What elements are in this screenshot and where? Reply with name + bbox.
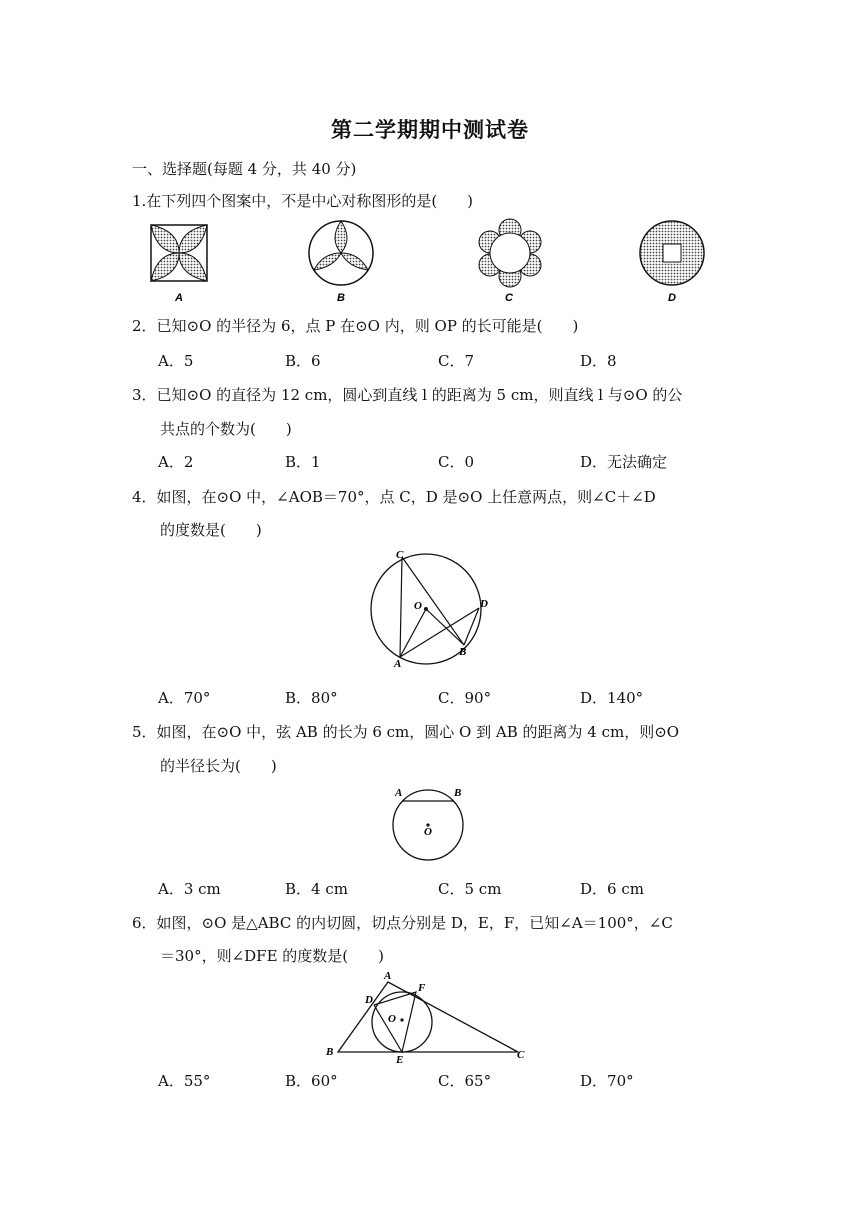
q5-option-c[interactable]: C．5 cm <box>438 880 502 898</box>
q4-option-a[interactable]: A．70° <box>158 689 211 707</box>
q4-label-o: O <box>414 600 422 612</box>
figure-c-label: C <box>505 292 513 304</box>
q2-option-d[interactable]: D．8 <box>580 352 617 370</box>
q4-label-a: A <box>394 658 402 670</box>
q6-label-c: C <box>517 1049 525 1061</box>
q3-option-c[interactable]: C．0 <box>438 453 475 471</box>
q6-label-d: D <box>365 994 373 1006</box>
q2-option-c[interactable]: C．7 <box>438 352 475 370</box>
q6-label-o: O <box>388 1013 396 1025</box>
q3-stem-line2: 共点的个数为( ) <box>160 420 292 438</box>
figure-d-label: D <box>668 292 676 304</box>
q6-label-e: E <box>396 1054 404 1065</box>
q1-stem: 1.在下列四个图案中，不是中心对称图形的是( ) <box>132 192 474 210</box>
q5-label-a: A <box>395 787 403 799</box>
figure-a-square-petals <box>151 225 207 281</box>
q5-figure <box>385 782 475 864</box>
q4-label-d: D <box>480 598 488 610</box>
q5-stem-line2: 的半径长为( ) <box>160 757 277 775</box>
q2-option-a[interactable]: A．5 <box>158 352 194 370</box>
q5-stem-line1: 5．如图，在⊙O 中，弦 AB 的长为 6 cm，圆心 O 到 AB 的距离为 4 cm，则⊙O <box>132 723 680 741</box>
q3-option-b[interactable]: B．1 <box>285 453 321 471</box>
q3-option-d[interactable]: D．无法确定 <box>580 453 668 471</box>
figure-b-circle-petals <box>309 221 373 285</box>
q4-stem-line2: 的度数是( ) <box>160 521 262 539</box>
q6-label-a: A <box>384 970 392 982</box>
q6-stem-line1: 6．如图，⊙O 是△ABC 的内切圆，切点分别是 D，E，F，已知∠A＝100°，∠C <box>132 914 673 932</box>
q4-option-c[interactable]: C．90° <box>438 689 492 707</box>
q4-option-d[interactable]: D．140° <box>580 689 644 707</box>
figure-a-label: A <box>175 292 183 304</box>
q5-option-d[interactable]: D．6 cm <box>580 880 644 898</box>
q4-option-b[interactable]: B．80° <box>285 689 338 707</box>
q5-label-b: B <box>454 787 462 799</box>
page-title: 第二学期期中测试卷 <box>331 118 529 142</box>
q3-option-a[interactable]: A．2 <box>158 453 194 471</box>
q6-option-d[interactable]: D．70° <box>580 1072 634 1090</box>
q6-figure <box>318 965 533 1065</box>
figure-c-flower <box>479 219 541 287</box>
q5-option-a[interactable]: A．3 cm <box>158 880 221 898</box>
q5-option-b[interactable]: B．4 cm <box>285 880 348 898</box>
q4-stem-line1: 4．如图，在⊙O 中，∠AOB＝70°，点 C，D 是⊙O 上任意两点，则∠C＋∠D <box>132 488 656 506</box>
q2-stem: 2．已知⊙O 的半径为 6，点 P 在⊙O 内，则 OP 的长可能是( ) <box>132 317 579 335</box>
q3-stem-line1: 3．已知⊙O 的直径为 12 cm，圆心到直线 l 的距离为 5 cm，则直线 l 与⊙O 的公 <box>132 386 683 404</box>
q6-stem-line2: ＝30°，则∠DFE 的度数是( ) <box>160 947 385 965</box>
section-heading: 一、选择题(每题 4 分，共 40 分) <box>132 160 357 178</box>
q1-figures <box>130 215 730 310</box>
q6-option-a[interactable]: A．55° <box>158 1072 211 1090</box>
q4-figure <box>360 545 500 675</box>
q4-label-c: C <box>396 549 404 561</box>
figure-b-label: B <box>337 292 345 304</box>
q6-option-c[interactable]: C．65° <box>438 1072 492 1090</box>
figure-d-coin <box>640 221 704 285</box>
q6-label-f: F <box>418 982 426 994</box>
q4-label-b: B <box>459 646 467 658</box>
q5-label-o: O <box>424 826 432 838</box>
q2-option-b[interactable]: B．6 <box>285 352 321 370</box>
q6-option-b[interactable]: B．60° <box>285 1072 338 1090</box>
q6-label-b: B <box>326 1046 334 1058</box>
